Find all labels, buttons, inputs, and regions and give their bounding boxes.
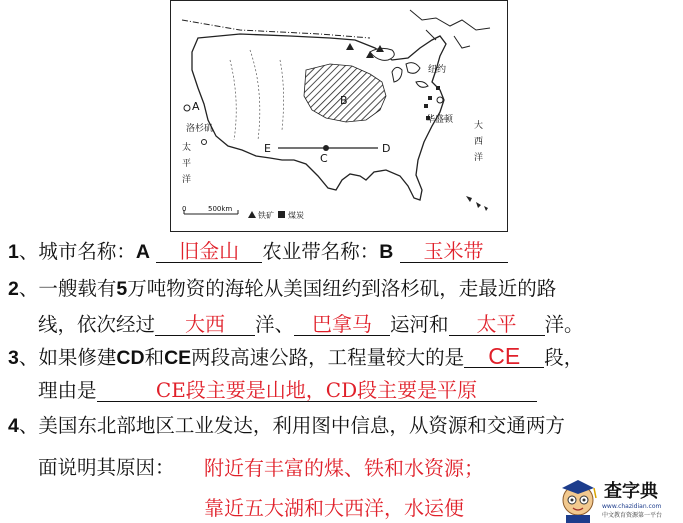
q1-a: A bbox=[135, 241, 150, 263]
chazidian-logo bbox=[556, 472, 683, 523]
legend-iron: 铁矿 bbox=[258, 211, 274, 220]
label-e: E bbox=[264, 142, 271, 155]
label-d: D bbox=[382, 142, 391, 155]
q3-text-4: 理由是 bbox=[38, 379, 97, 402]
q3-ce: CE bbox=[164, 347, 192, 369]
q1-text-2: 农业带名称： bbox=[262, 240, 380, 263]
q3-answer-2: CE段主要是山地，CD段主要是平原 bbox=[97, 379, 537, 402]
q2-text-3: 线，依次经过 bbox=[38, 313, 156, 336]
q1-answer-b: 玉米带 bbox=[400, 240, 508, 263]
label-pacific-2: 平 bbox=[182, 159, 192, 169]
legend-scale: 500km bbox=[208, 205, 233, 213]
q1-num: 1 bbox=[8, 241, 19, 263]
q2-line-1: 2、一艘载有5万吨物资的海轮从美国纽约到洛杉矶，走最近的路 bbox=[8, 277, 557, 300]
q2-text-6: 洋。 bbox=[544, 313, 584, 336]
q2-num: 2 bbox=[8, 278, 19, 300]
q4-text-1: 美国东北部地区工业发达，利用图中信息，从资源和交通两方 bbox=[38, 414, 565, 437]
q3-line-2 bbox=[38, 378, 683, 404]
usa-map bbox=[170, 0, 508, 232]
q1-text-1: 城市名称： bbox=[38, 240, 136, 263]
q4-num: 4 bbox=[8, 415, 19, 437]
q3-line-1: 3、如果修建CD和CE两段高速公路，工程量较大的是 CE 段， bbox=[8, 343, 584, 369]
q2-line-2 bbox=[38, 312, 683, 338]
q4-answer-2: 靠近五大湖和大西洋，水运便 bbox=[204, 496, 464, 520]
legend-coal: 煤炭 bbox=[288, 211, 304, 220]
q3-text-1: 如果修建 bbox=[38, 346, 117, 369]
q2-text-2: 万吨物资的海轮从美国纽约到洛杉矶，走最近的路 bbox=[127, 277, 557, 300]
q4-line-1: 4、美国东北部地区工业发达，利用图中信息，从资源和交通两方 bbox=[8, 414, 565, 437]
q2-text-5: 运河和 bbox=[390, 313, 449, 336]
mascot-icon bbox=[562, 480, 596, 523]
label-atlantic-1: 大 bbox=[474, 121, 484, 131]
label-ny: 纽约 bbox=[428, 65, 447, 75]
label-atlantic-3: 洋 bbox=[474, 153, 484, 163]
label-c: C bbox=[320, 152, 328, 165]
q2-answer-2: 巴拿马 bbox=[294, 313, 390, 336]
point-ny bbox=[437, 97, 443, 103]
point-a bbox=[184, 105, 190, 111]
label-pacific-3: 洋 bbox=[182, 175, 192, 185]
q1-line: 1、城市名称：A 旧金山 农业带名称：B 玉米带 bbox=[8, 239, 683, 265]
q2-text-1: 一艘载有 bbox=[38, 277, 117, 300]
q3-num: 3 bbox=[8, 347, 19, 369]
legend-zero: 0 bbox=[182, 205, 187, 213]
q3-answer-1: CE bbox=[464, 345, 544, 368]
q2-text-4: 洋、 bbox=[255, 313, 295, 336]
q2-five: 5 bbox=[116, 278, 128, 300]
q3-text-2: 两段高速公路，工程量较大的是 bbox=[191, 346, 465, 369]
q4-text-2: 面说明其原因： bbox=[38, 456, 175, 479]
logo-slogan: 中文教育资源第一平台 bbox=[602, 512, 663, 519]
point-la bbox=[202, 140, 207, 145]
q3-cd: CD bbox=[116, 347, 145, 369]
q3-text-3: 段， bbox=[544, 346, 584, 369]
logo-url: www.chazidian.com bbox=[602, 503, 662, 510]
q2-answer-1: 大西 bbox=[155, 313, 255, 336]
logo-title: 查字典 bbox=[604, 481, 658, 502]
point-c bbox=[323, 145, 329, 151]
label-la: 洛杉矶 bbox=[186, 124, 214, 134]
label-pacific-1: 太 bbox=[182, 143, 192, 153]
q2-answer-3: 太平 bbox=[449, 313, 545, 336]
q1-b: B bbox=[379, 241, 394, 263]
label-atlantic-2: 西 bbox=[474, 137, 484, 147]
label-dc: 华盛顿 bbox=[426, 115, 454, 125]
q4-answer-1: 附近有丰富的煤、铁和水资源； bbox=[204, 456, 484, 480]
label-a: A bbox=[192, 100, 200, 113]
label-b: B bbox=[340, 94, 348, 107]
q1-answer-a: 旧金山 bbox=[156, 240, 262, 263]
